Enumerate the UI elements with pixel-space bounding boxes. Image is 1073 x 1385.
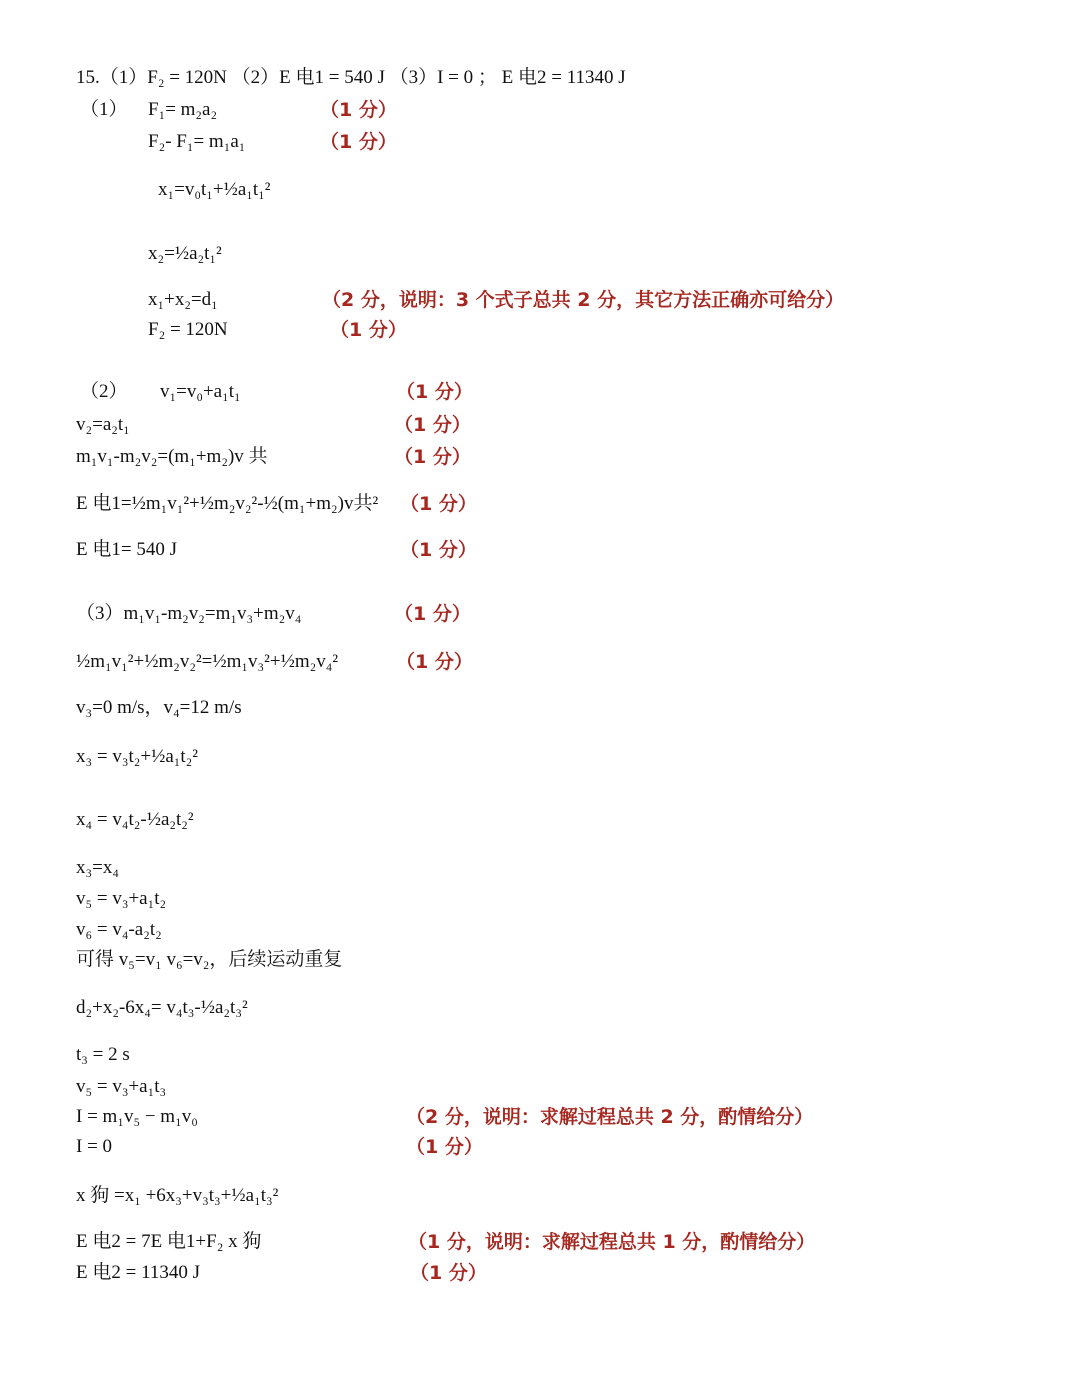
answer-summary-header: 15.（1）F₂ = 120N （2）E 电1 = 540 J （3）I = 0 ； E 电2 = 11340 J: [76, 67, 626, 88]
part2-eq5: E 电1= 540 J: [76, 539, 177, 560]
part2-eq1: v₁=v₀+a₁t₁: [160, 381, 241, 402]
part2-score5: （1 分）: [400, 539, 477, 561]
part2-score2: （1 分）: [394, 414, 471, 436]
part1-eq4: x₂=½a₂t₁²: [148, 243, 222, 264]
part3-eq5: x₄ = v₄t₂-½a₂t₂²: [76, 809, 194, 830]
part3-eq10: d₂+x₂-6x₄= v₄t₃-½a₂t₃²: [76, 997, 248, 1018]
part3-eq9: 可得 v₅=v₁ v₆=v₂，后续运动重复: [76, 949, 343, 970]
part1-eq3: x₁=v₀t₁+½a₁t₁²: [158, 179, 271, 200]
part3-score2: （1 分）: [396, 651, 473, 673]
part3-score14: （1 分）: [406, 1136, 483, 1158]
part3-eq7: v₅ = v₃+a₁t₂: [76, 888, 167, 909]
part3-eq8: v₆ = v₄-a₂t₂: [76, 919, 162, 940]
part1-score5: （2 分，说明：3 个式子总共 2 分，其它方法正确亦可给分）: [322, 289, 845, 311]
part1-eq5: x₁+x₂=d₁: [148, 289, 218, 310]
part1-score6: （1 分）: [330, 319, 407, 341]
part3-eq2: ½m₁v₁²+½m₂v₂²=½m₁v₃²+½m₂v₄²: [76, 651, 339, 672]
part3-score16: （1 分，说明：求解过程总共 1 分，酌情给分）: [408, 1231, 816, 1253]
part3-score13: （2 分，说明：求解过程总共 2 分，酌情给分）: [406, 1106, 814, 1128]
part1-score2: （1 分）: [320, 131, 397, 153]
part3-score1: （1 分）: [394, 603, 471, 625]
part2-score4: （1 分）: [400, 493, 477, 515]
part3-eq3: v₃=0 m/s，v₄=12 m/s: [76, 697, 242, 718]
part2-eq3: m₁v₁-m₂v₂=(m₁+m₂)v 共: [76, 446, 268, 467]
part3-eq17: E 电2 = 11340 J: [76, 1262, 201, 1283]
part1-label: （1）: [80, 99, 128, 120]
part1-eq2: F₂- F₁= m₁a₁: [148, 131, 246, 152]
part3-eq6: x₃=x₄: [76, 857, 119, 878]
part3-eq15: x 狗 =x₁ +6x₃+v₃t₃+½a₁t₃²: [76, 1185, 279, 1206]
part1-score1: （1 分）: [320, 99, 397, 121]
part3-eq1: （3）m₁v₁-m₂v₂=m₁v₃+m₂v₄: [76, 603, 302, 624]
part3-score17: （1 分）: [410, 1262, 487, 1284]
part1-eq1: F₁= m₂a₂: [148, 99, 218, 120]
part3-eq11: t₃ = 2 s: [76, 1044, 130, 1065]
part2-eq4: E 电1=½m₁v₁²+½m₂v₂²-½(m₁+m₂)v共²: [76, 493, 379, 514]
part1-eq6: F₂ = 120N: [148, 319, 228, 340]
part2-eq2: v₂=a₂t₁: [76, 414, 130, 435]
part3-eq12: v₅ = v₃+a₁t₃: [76, 1076, 167, 1097]
part3-eq14: I = 0: [76, 1136, 113, 1157]
part3-eq16: E 电2 = 7E 电1+F₂ x 狗: [76, 1231, 262, 1252]
part3-eq13: I = m₁v₅ − m₁v₀: [76, 1106, 198, 1127]
part2-score3: （1 分）: [394, 446, 471, 468]
part2-label: （2）: [80, 381, 128, 402]
part3-eq4: x₃ = v₃t₂+½a₁t₂²: [76, 746, 198, 767]
part2-score1: （1 分）: [396, 381, 473, 403]
